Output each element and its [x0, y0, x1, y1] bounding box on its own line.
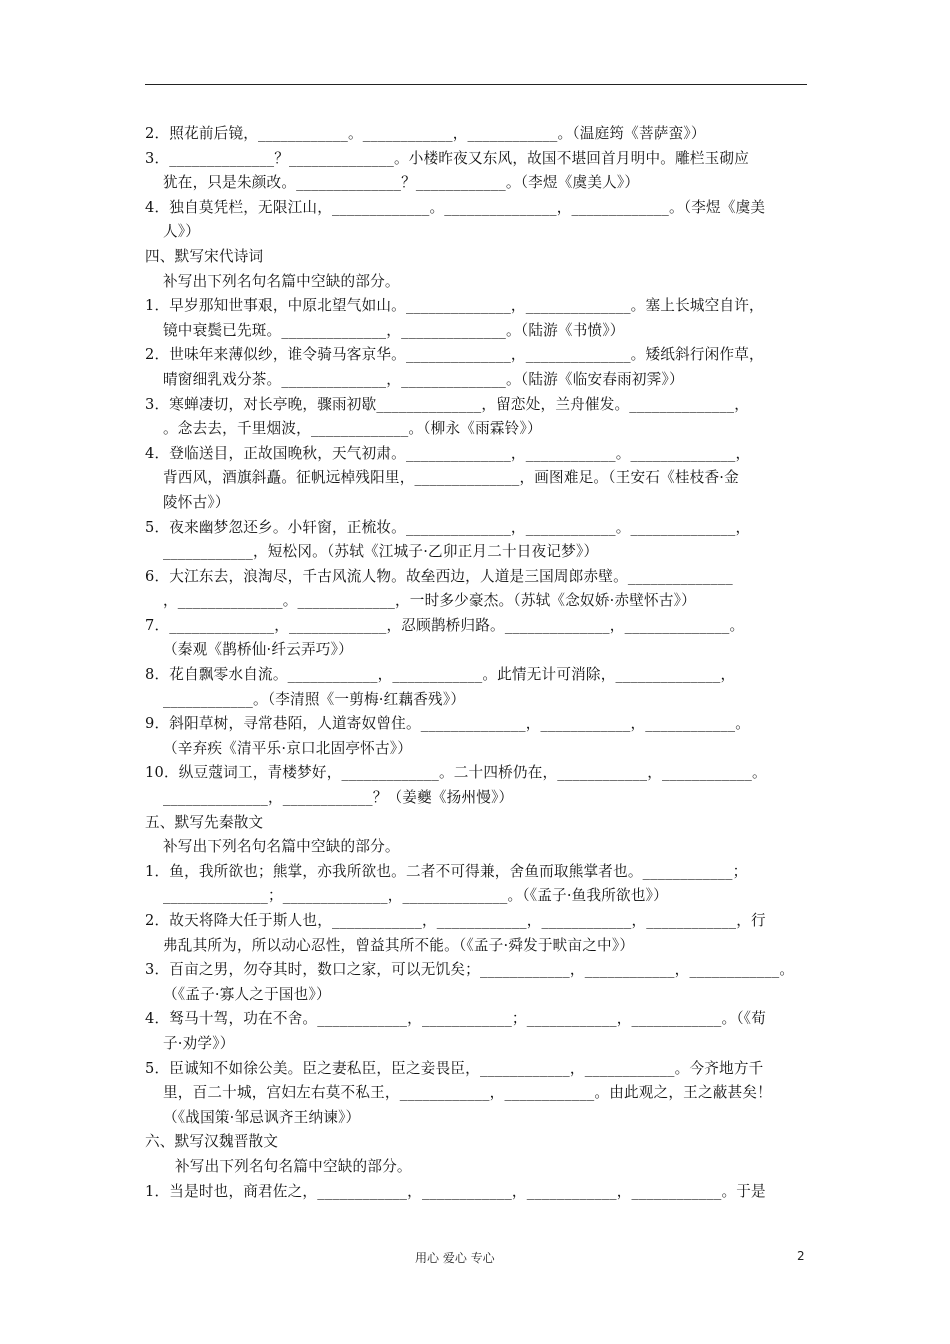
text-line: 人》） [163, 223, 201, 241]
text-line: 1．当是时也，商君佐之，____________，____________，____________，____________。于是 [145, 1182, 766, 1200]
text-line: 六、默写汉魏晋散文 [145, 1133, 279, 1151]
text-line: （秦观《鹊桥仙·纤云弄巧》） [163, 641, 353, 659]
text-line: ，______________。_____________，一时多少豪杰。（苏轼《念奴娇·赤壁怀古》） [163, 592, 696, 610]
page-number: 2 [797, 1249, 805, 1263]
text-line: 陵怀古》） [163, 493, 230, 511]
text-line: 4．独自莫凭栏，无限江山，_____________。_______________，_____________。（李煜《虞美 [145, 198, 766, 216]
text-line: （辛弃疾《清平乐·京口北固亭怀古》） [163, 739, 413, 757]
text-line: 3．百亩之男，勿夺其时，数口之家，可以无饥矣；____________，____________，____________。 [145, 961, 795, 979]
text-line: ____________。（李清照《一剪梅·红藕香残》） [163, 690, 466, 708]
text-line: 弗乱其所为，所以动心忍性，曾益其所不能。（《孟子·舜发于畎亩之中》） [163, 936, 635, 954]
text-line: 2．世味年来薄似纱，谁令骑马客京华。______________，______________。矮纸斜行闲作草， [145, 346, 764, 364]
text-line: ____________，短松冈。（苏轼《江城子·乙卯正月二十日夜记梦》） [163, 543, 599, 561]
text-line: 子·劝学》） [163, 1034, 235, 1052]
text-line: 四、默写宋代诗词 [145, 247, 264, 265]
text-line: 2．照花前后镜，____________。____________，____________。（温庭筠《菩萨蛮》） [145, 125, 706, 142]
text-line: 补写出下列名句名篇中空缺的部分。 [163, 838, 400, 856]
text-line: 犹在，只是朱颜改。______________？____________。（李煜《虞美人》） [163, 174, 640, 192]
text-line: 10．纵豆蔻词工，青楼梦好，_____________。二十四桥仍在，____________，____________。 [145, 764, 767, 782]
text-line: 1．早岁那知世事艰，中原北望气如山。______________，______________。塞上长城空自许， [145, 297, 764, 315]
text-line: 7．______________，_____________，忍顾鹊桥归路。______________，______________。 [145, 616, 745, 634]
text-line: 五、默写先秦散文 [145, 813, 264, 831]
text-line: （《孟子·寡人之于国也》） [163, 985, 331, 1003]
text-line: 补写出下列名句名篇中空缺的部分。 [163, 272, 400, 290]
text-line: 9．斜阳草树，寻常巷陌，人道寄奴曾住。______________，____________，____________。 [145, 715, 751, 733]
text-line: （《战国策·邹忌讽齐王纳谏》） [163, 1108, 361, 1126]
text-line: 5．夜来幽梦忽还乡。小轩窗，正梳妆。______________，____________。______________， [145, 518, 751, 536]
text-line: ______________；______________，______________。（《孟子·鱼我所欲也》） [163, 887, 668, 905]
text-line: 2．故天将降大任于斯人也，____________，____________，____________，____________，行 [145, 912, 766, 929]
footer-slogan: 用心 爱心 专心 [415, 1251, 495, 1265]
text-line: 里，百二十城，宫妇左右莫不私王，____________，____________。由此观之，王之蔽甚矣！ [163, 1084, 772, 1102]
text-line: 4．登临送目，正故国晚秋，天气初肃。______________，____________。______________， [145, 444, 751, 462]
text-line: 3．寒蝉凄切，对长亭晚，骤雨初歇______________，留恋处，兰舟催发。______________， [145, 395, 750, 413]
text-line: 3．______________？______________。小楼昨夜又东风，故国不堪回首月明中。雕栏玉砌应 [145, 149, 750, 167]
text-line: 4．驽马十驾，功在不舍。____________，____________；____________，____________。（《荀 [145, 1010, 767, 1028]
text-line: 背西风，酒旗斜矗。征帆远棹残阳里，______________，画图难足。（王安石《桂枝香·金 [163, 469, 739, 487]
text-line: 。念去去，千里烟波，_____________。（柳永《雨霖铃》） [163, 420, 542, 438]
header-rule [145, 84, 807, 85]
text-line: 8．花自飘零水自流。____________，____________。此情无计可消除，______________， [145, 666, 736, 684]
text-line: 6．大江东去，浪淘尽，千古风流人物。故垒西边，人道是三国周郎赤壁。______________ [145, 567, 733, 585]
text-line: 5．臣诚知不如徐公美。臣之妻私臣，臣之妾畏臣，____________，____________。今齐地方千 [145, 1059, 764, 1077]
text-line: 补写出下列名句名篇中空缺的部分。 [175, 1157, 412, 1175]
text-line: 镜中衰鬓已先斑。______________，______________。（陆游《书愤》） [163, 321, 625, 339]
document-body [145, 122, 813, 1204]
text-line: ______________，____________？（姜夔《扬州慢》） [163, 789, 514, 807]
page-footer [0, 1249, 950, 1269]
text-line: 1．鱼，我所欲也；熊掌，亦我所欲也。二者不可得兼，舍鱼而取熊掌者也。____________； [145, 862, 748, 880]
text-line: 晴窗细乳戏分茶。______________，______________。（陆游《临安春雨初霁》） [163, 370, 684, 388]
